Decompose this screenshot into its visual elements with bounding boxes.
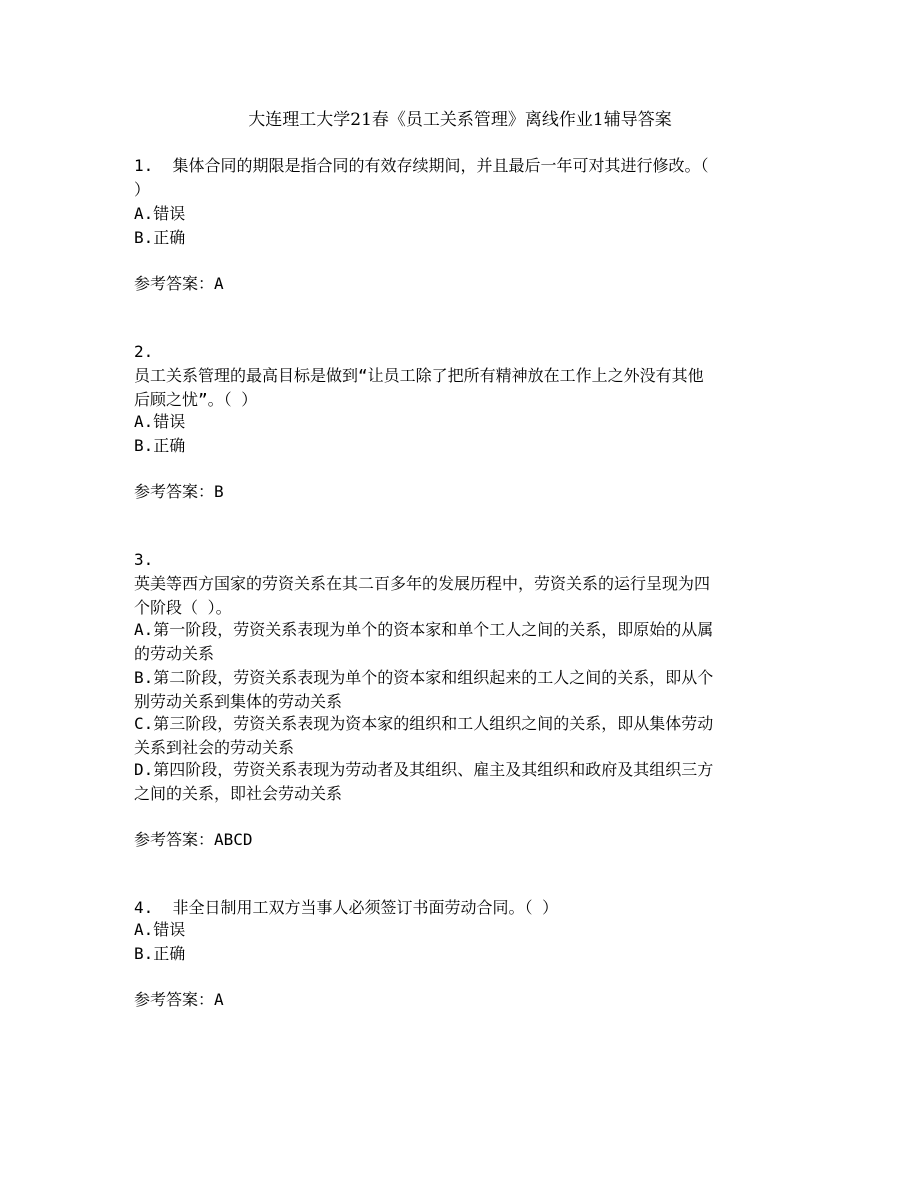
answer-value: ABCD bbox=[214, 830, 253, 849]
answer-value: A bbox=[214, 274, 224, 293]
question-3-option-a-line-1 bbox=[134, 618, 794, 642]
option-text: 正确 bbox=[153, 944, 186, 963]
question-4-answer bbox=[134, 988, 794, 1012]
question-4-option-b bbox=[134, 942, 794, 966]
question-1-option-b bbox=[134, 226, 794, 250]
question-4-line-1 bbox=[134, 896, 794, 920]
question-4-option-a bbox=[134, 918, 794, 942]
question-3-answer bbox=[134, 828, 794, 852]
question-3-option-a-line-2: 的劳动关系 bbox=[134, 644, 215, 663]
question-2-stem-line-2: 后顾之忧”。（ ） bbox=[134, 390, 258, 409]
question-2-answer bbox=[134, 480, 794, 504]
option-letter: A. bbox=[134, 204, 154, 223]
answer-value: A bbox=[214, 990, 224, 1009]
question-3-number: 3. bbox=[134, 550, 154, 569]
question-3-option-d-line-2: 之间的关系，即社会劳动关系 bbox=[134, 784, 343, 803]
option-letter: A. bbox=[134, 620, 154, 639]
question-1-stem: 集体合同的期限是指合同的有效存续期间，并且最后一年可对其进行修改。（ bbox=[172, 156, 709, 175]
option-letter: A. bbox=[134, 920, 154, 939]
question-4-number: 4. bbox=[134, 898, 154, 917]
answer-value: B bbox=[214, 482, 224, 501]
question-1-answer bbox=[134, 272, 794, 296]
question-4-stem: 非全日制用工双方当事人必须签订书面劳动合同。（ ） bbox=[172, 898, 559, 917]
question-2-stem-line-1: 员工关系管理的最高目标是做到“让员工除了把所有精神放在工作上之外没有其他 bbox=[134, 366, 704, 385]
option-letter: A. bbox=[134, 412, 154, 431]
question-3-stem-line-1: 英美等西方国家的劳资关系在其二百多年的发展历程中，劳资关系的运行呈现为四 bbox=[134, 574, 711, 593]
option-text: 错误 bbox=[153, 412, 186, 431]
option-text: 错误 bbox=[153, 920, 186, 939]
answer-label: 参考答案： bbox=[134, 830, 215, 849]
question-3-option-d-line-1 bbox=[134, 758, 794, 782]
option-letter: B. bbox=[134, 668, 154, 687]
question-1-option-a bbox=[134, 202, 794, 226]
document-title: 大连理工大学21春《员工关系管理》离线作业1辅导答案 bbox=[248, 110, 672, 130]
question-3-option-b-line-1 bbox=[134, 666, 794, 690]
answer-label: 参考答案： bbox=[134, 990, 215, 1009]
option-text: 正确 bbox=[153, 436, 186, 455]
question-3-option-b-line-2: 别劳动关系到集体的劳动关系 bbox=[134, 692, 343, 711]
question-2-option-b bbox=[134, 434, 794, 458]
option-text: 错误 bbox=[153, 204, 186, 223]
question-2-option-a bbox=[134, 410, 794, 434]
question-3-stem-line-2: 个阶段（ ）。 bbox=[134, 598, 232, 617]
option-text: 第三阶段，劳资关系表现为资本家的组织和工人组织之间的关系，即从集体劳动 bbox=[153, 714, 714, 733]
option-letter: B. bbox=[134, 944, 154, 963]
option-text: 第二阶段，劳资关系表现为单个的资本家和组织起来的工人之间的关系，即从个 bbox=[153, 668, 714, 687]
option-text: 第一阶段，劳资关系表现为单个的资本家和单个工人之间的关系，即原始的从属 bbox=[153, 620, 714, 639]
question-3-option-c-line-2: 关系到社会的劳动关系 bbox=[134, 738, 295, 757]
question-1-line-1 bbox=[134, 154, 794, 178]
answer-label: 参考答案： bbox=[134, 274, 215, 293]
question-1-line-2: ） bbox=[134, 180, 151, 199]
option-letter: B. bbox=[134, 436, 154, 455]
option-letter: B. bbox=[134, 228, 154, 247]
option-letter: C. bbox=[134, 714, 154, 733]
question-3-option-c-line-1 bbox=[134, 712, 794, 736]
question-1-number: 1. bbox=[134, 156, 154, 175]
option-text: 正确 bbox=[153, 228, 186, 247]
answer-label: 参考答案： bbox=[134, 482, 215, 501]
option-letter: D. bbox=[134, 760, 154, 779]
option-text: 第四阶段，劳资关系表现为劳动者及其组织、雇主及其组织和政府及其组织三方 bbox=[153, 760, 714, 779]
question-2-number: 2. bbox=[134, 342, 154, 361]
